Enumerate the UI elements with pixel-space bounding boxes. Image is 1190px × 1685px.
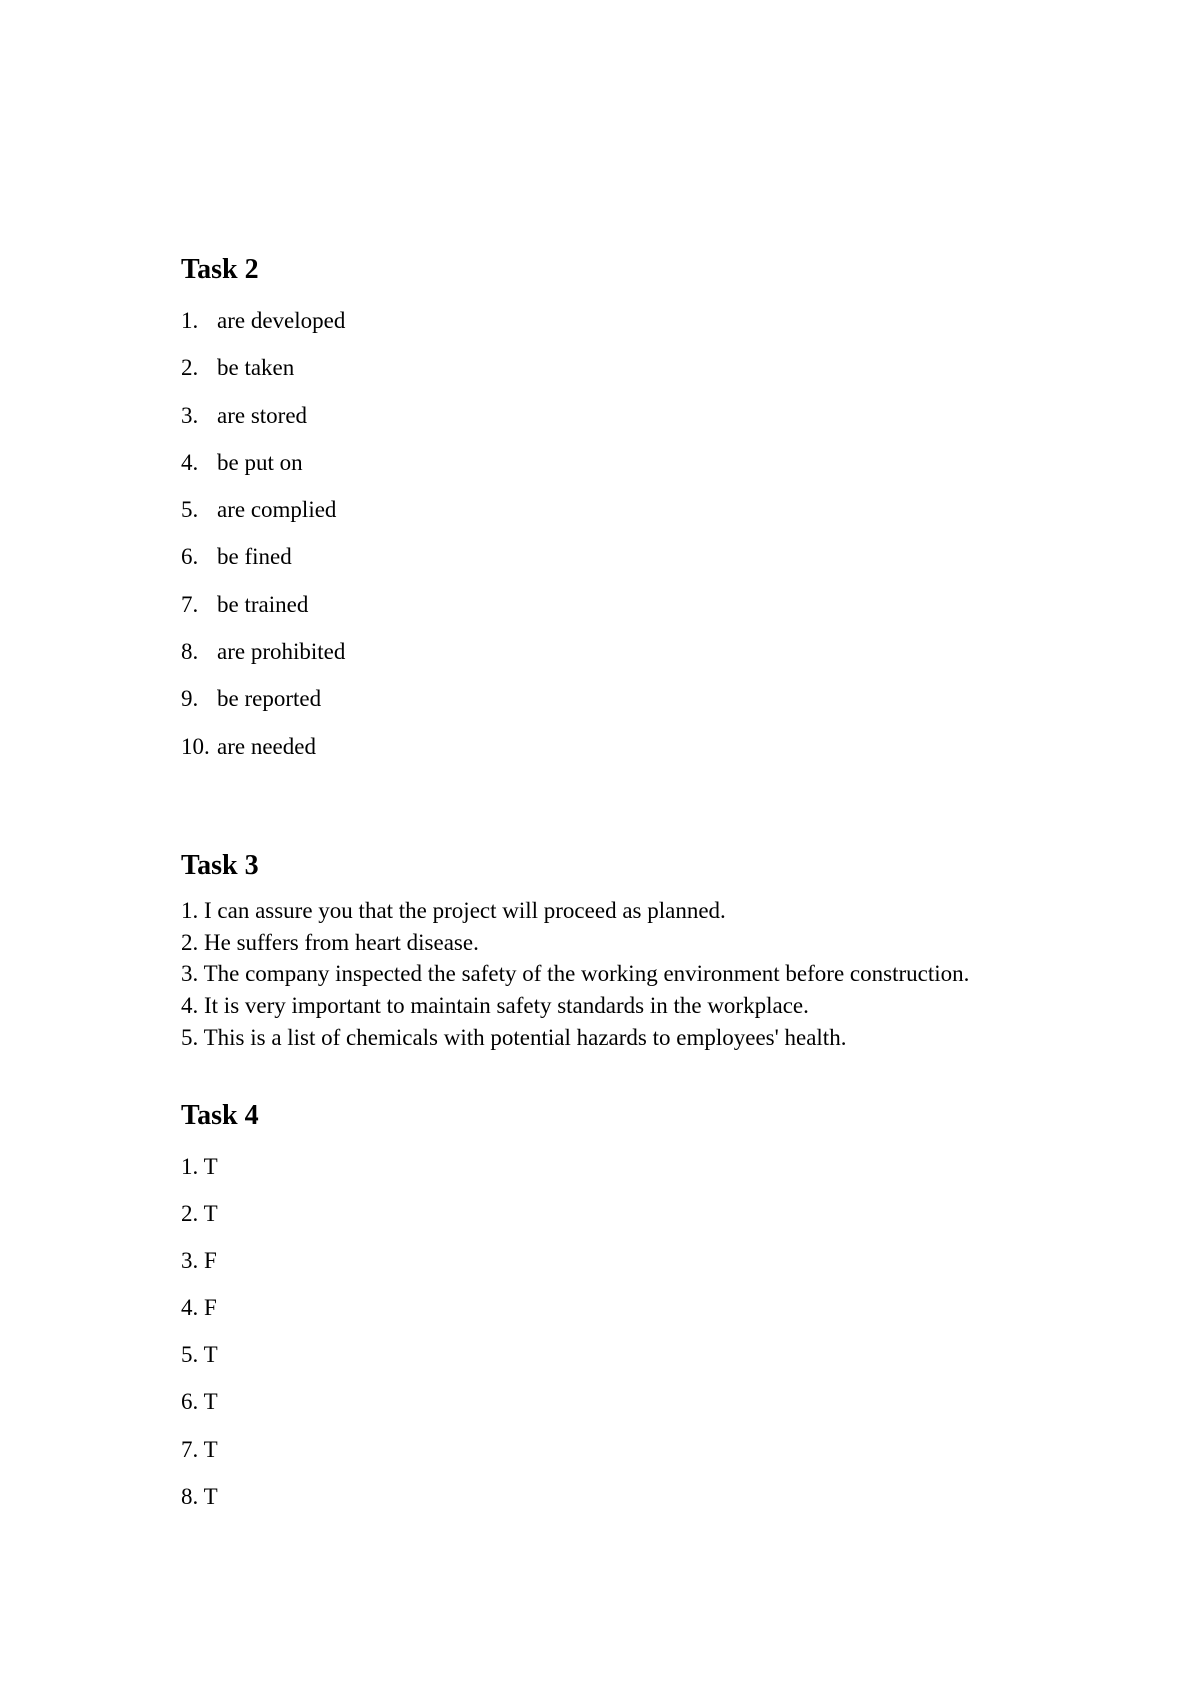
item-text: are prohibited: [217, 639, 346, 665]
item-number: 4.: [181, 449, 199, 475]
list-item: 2. He suffers from heart disease.: [181, 929, 479, 955]
item-number: 3.: [181, 402, 199, 428]
item-number: 10.: [181, 733, 210, 759]
list-item: [181, 401, 345, 448]
task-2-answer-list: [181, 306, 345, 779]
task-3-answer-list: [181, 896, 969, 1054]
list-item: [181, 306, 345, 353]
item-number: 9.: [181, 686, 199, 712]
task-3-section: [181, 850, 969, 1054]
item-text: are needed: [217, 733, 316, 759]
item-number: 8.: [181, 639, 199, 665]
task-2-heading: Task 2: [181, 254, 259, 285]
list-item: [181, 542, 345, 589]
list-item: 8. T: [181, 1483, 218, 1509]
list-item: [181, 495, 345, 542]
list-item: 1. T: [181, 1154, 218, 1179]
item-text: be reported: [217, 686, 322, 712]
item-number: 7.: [181, 591, 199, 617]
list-item: 2. T: [181, 1201, 218, 1227]
list-item: [181, 637, 345, 684]
list-item: 4. It is very important to maintain safety standards in the workplace.: [181, 993, 809, 1019]
task-3-heading: Task 3: [181, 850, 259, 881]
item-text: are stored: [217, 402, 308, 428]
item-number: 5.: [181, 497, 199, 523]
task-4-answer-list: [181, 1152, 259, 1529]
list-item: 1. I can assure you that the project will proceed as planned.: [181, 898, 726, 923]
list-item: 3. F: [181, 1248, 217, 1274]
list-item: 4. F: [181, 1295, 217, 1321]
task-4-heading: Task 4: [181, 1100, 259, 1131]
list-item: 3. The company inspected the safety of the working environment before construction.: [181, 961, 970, 987]
list-item: [181, 684, 345, 731]
list-item: 7. T: [181, 1436, 218, 1462]
list-item: 6. T: [181, 1389, 218, 1415]
task-2-section: [181, 254, 345, 779]
item-text: are complied: [217, 497, 337, 523]
item-number: 1.: [181, 308, 199, 333]
item-number: 2.: [181, 355, 199, 381]
list-item: [181, 590, 345, 637]
item-text: be fined: [217, 544, 292, 570]
list-item: [181, 732, 345, 779]
list-item: 5. T: [181, 1342, 218, 1368]
list-item: [181, 353, 345, 400]
item-text: be put on: [217, 449, 303, 475]
item-text: be taken: [217, 355, 295, 381]
task-4-section: [181, 1100, 259, 1529]
list-item: 5. This is a list of chemicals with potential hazards to employees' health.: [181, 1024, 847, 1050]
item-number: 6.: [181, 544, 199, 570]
list-item: [181, 448, 345, 495]
item-text: be trained: [217, 591, 309, 617]
item-text: are developed: [217, 308, 346, 333]
